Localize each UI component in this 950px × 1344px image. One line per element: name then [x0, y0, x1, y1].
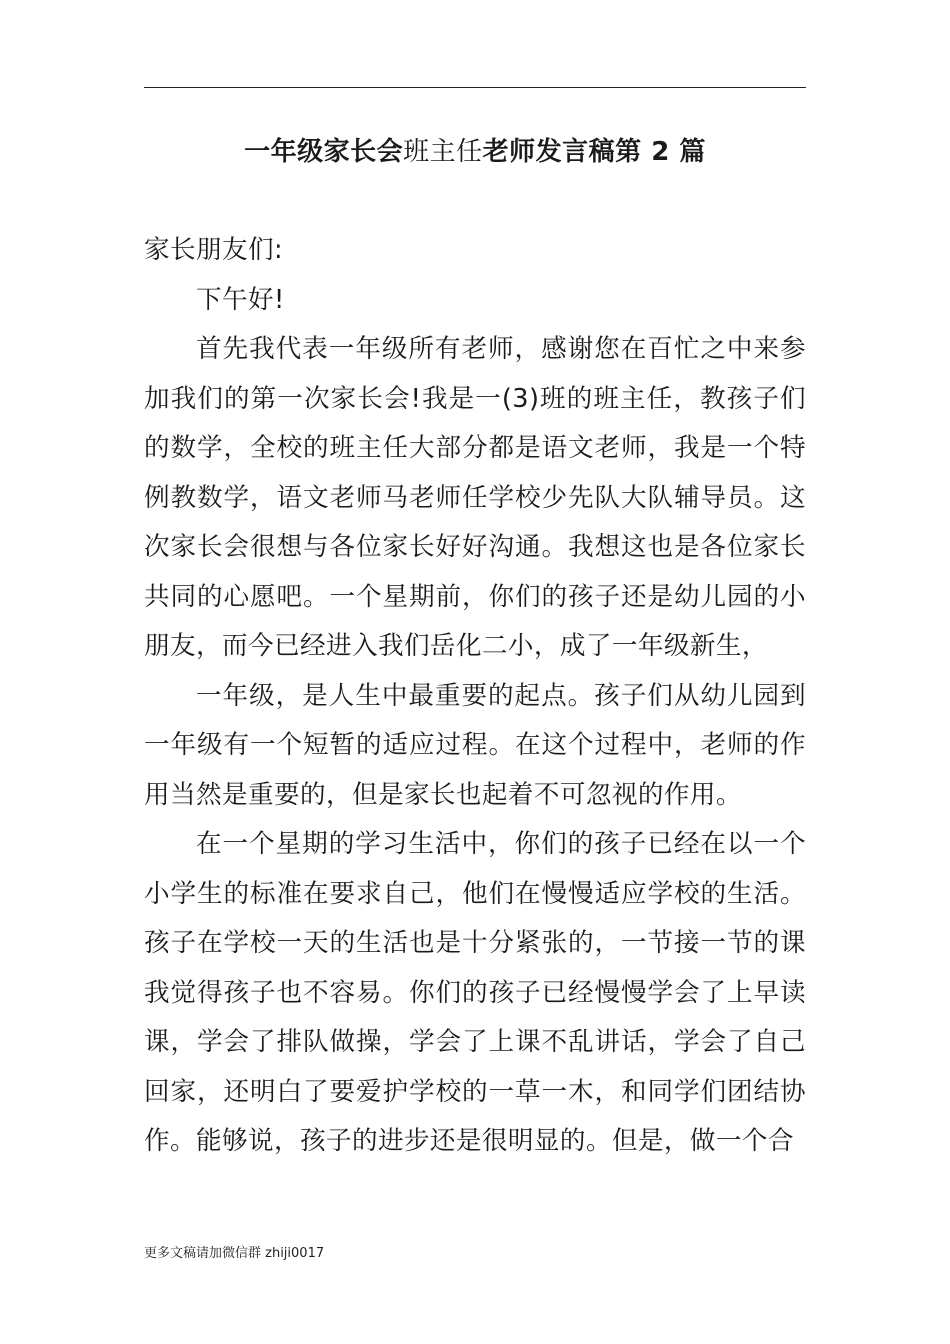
title-part-1: 一年级家长会: [244, 137, 404, 167]
title-part-2: 班主任: [403, 137, 483, 167]
top-rule: [144, 87, 806, 88]
title-part-3: 老师发言稿第 2 篇: [482, 137, 706, 167]
paragraph-greeting: 下午好!: [196, 284, 285, 315]
document-title: [144, 134, 806, 170]
document-body: [144, 226, 806, 1167]
paragraph-one-week: 在一个星期的学习生活中，你们的孩子已经在以一个小学生的标准在要求自己，他们在慢慢适应学校的生活。孩子在学校一天的生活也是十分紧张的，一节接一节的课我觉得孩子也不容易。你们的孩子已经慢慢学会了上早读课，学会了排队做操，学会了上课不乱讲话，学会了自己回家，还明白了要爱护学校的一草一木，和同学们团结协作。能够说，孩子的进步还是很明显的。但是，做一个合: [144, 829, 806, 1156]
paragraph-introduction: 首先我代表一年级所有老师，感谢您在百忙之中来参加我们的第一次家长会!我是一(3)班的班主任，教孩子们的数学，全校的班主任大部分都是语文老师，我是一个特例教数学，语文老师马老师任学校少先队大队辅导员。这次家长会很想与各位家长好好沟通。我想这也是各位家长共同的心愿吧。一个星期前，你们的孩子还是幼儿园的小朋友，而今已经进入我们岳化二小，成了一年级新生，: [144, 334, 806, 661]
paragraph-first-grade: 一年级，是人生中最重要的起点。孩子们从幼儿园到一年级有一个短暂的适应过程。在这个过程中，老师的作用当然是重要的，但是家长也起着不可忽视的作用。: [144, 680, 806, 810]
footer-note: 更多文稿请加微信群 zhiji0017: [144, 1246, 325, 1261]
paragraph-salutation: 家长朋友们:: [144, 235, 283, 265]
